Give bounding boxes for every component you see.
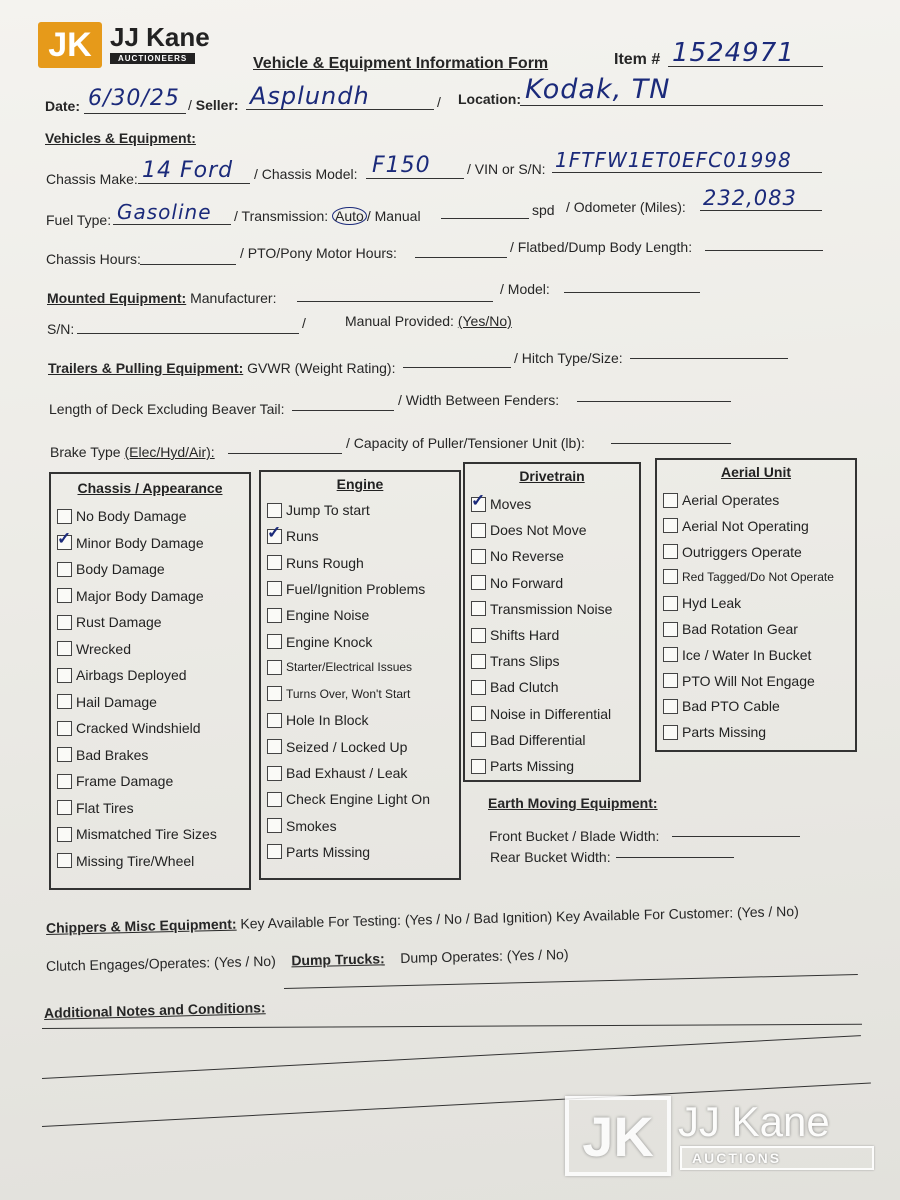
aerial-checklist-item[interactable] [663,544,802,560]
gvwr-label: GVWR (Weight Rating): [247,360,396,376]
date-line [84,113,186,114]
chassis-checklist-label: Mismatched Tire Sizes [76,826,217,842]
drivetrain-checklist-label: No Forward [490,574,564,591]
drivetrain-checkbox[interactable] [471,549,486,564]
aerial-checklist-label: PTO Will Not Engage [682,672,815,689]
logo-tagline: AUCTIONEERS [110,53,195,64]
sn-slash: / [302,315,306,331]
engine-checklist-item[interactable] [267,607,369,623]
drivetrain-checklist-label: Transmission Noise [490,600,613,617]
manual-provided-label: Manual Provided: [345,313,454,329]
form-title: Vehicle & Equipment Information Form [253,55,549,72]
manual-provided-options[interactable]: (Yes/No) [457,313,512,329]
chassis-checklist-item[interactable] [57,747,148,763]
chassis-checklist-item[interactable] [57,667,187,683]
clutch-text: Clutch Engages/Operates: (Yes / No) [45,952,276,974]
dump-trucks-heading: Dump Trucks: [291,950,385,969]
aerial-checklist-item[interactable] [663,673,815,689]
brake-options: (Elec/Hyd/Air): [124,444,215,460]
drivetrain-checklist-label: Bad Differential [490,731,586,748]
drivetrain-checklist-label: Moves [490,496,532,512]
drivetrain-checkbox[interactable] [471,601,486,616]
engine-checklist-label: Seized / Locked Up [286,738,408,755]
engine-checklist-label: Parts Missing [286,843,371,860]
drivetrain-checkbox[interactable] [471,497,486,512]
engine-checkbox[interactable] [267,608,282,623]
vin-value[interactable]: 1FTFW1ET0EFC01998 [555,148,792,172]
chassis-checklist-label: Airbags Deployed [76,667,187,683]
aerial-unit-box [655,458,857,752]
chassis-checkbox[interactable] [57,747,72,762]
drivetrain-checkbox[interactable] [471,575,486,590]
vin-line [552,172,822,173]
chassis-checkbox[interactable] [57,827,72,842]
aerial-checkbox[interactable] [663,622,678,637]
drivetrain-checkbox[interactable] [471,654,486,669]
chassis-checklist-item[interactable] [57,535,204,551]
chassis-hours-label: Chassis Hours: [46,251,141,267]
drivetrain-checklist-item[interactable] [471,601,612,617]
chassis-checklist-item[interactable] [57,588,204,604]
drivetrain-checklist-label: No Reverse [490,548,564,565]
deck-label: Length of Deck Excluding Beaver Tail: [49,401,285,417]
trailers-heading: Trailers & Pulling Equipment: [48,360,244,376]
rear-bucket-line [616,857,734,858]
aerial-checklist-item[interactable] [663,724,766,740]
chassis-checklist-label: Body Damage [76,561,165,577]
drivetrain-checkbox[interactable] [471,680,486,695]
key-customer-text: Key Available For Customer: (Yes / No) [555,902,799,925]
chassis-appearance-title: Chassis / Appearance [77,480,223,496]
drivetrain-checkbox[interactable] [471,706,486,721]
engine-checklist-item[interactable] [267,660,412,675]
notes-line-1 [284,974,858,989]
date-label: Date: [45,98,81,114]
chassis-model-line [366,178,464,179]
drivetrain-checklist-item[interactable] [471,653,560,669]
watermark-logo-mark: JK [565,1096,671,1176]
seller-slash: / [437,94,441,110]
chassis-checklist-label: Hail Damage [76,693,157,710]
hitch-line [630,358,788,359]
aerial-checklist-label: Parts Missing [682,724,767,741]
engine-checklist-label: Runs [286,528,319,545]
engine-checklist-label: Smokes [286,817,337,834]
aerial-checklist-item[interactable] [663,518,809,534]
aerial-checklist-label: Bad PTO Cable [682,698,780,715]
engine-checklist-item[interactable] [267,791,430,807]
chassis-checklist-label: Cracked Windshield [76,720,201,736]
model-line [564,292,700,293]
engine-checklist-label: Engine Knock [286,633,373,650]
item-underline [668,66,823,67]
engine-checklist-item[interactable] [267,581,425,597]
chassis-checklist-item[interactable] [57,561,165,577]
engine-checklist-item[interactable] [267,555,364,571]
chassis-checklist-item[interactable] [57,641,131,657]
engine-checkbox[interactable] [267,844,282,859]
chassis-checkbox[interactable] [57,668,72,683]
drivetrain-checklist-item[interactable] [471,548,564,564]
chassis-checklist-item[interactable] [57,853,194,869]
chassis-checklist-label: Bad Brakes [76,746,149,763]
aerial-checkbox[interactable] [663,569,678,584]
chassis-checkbox[interactable] [57,509,72,524]
engine-checkbox[interactable] [267,792,282,807]
chassis-make-value[interactable]: 14 Ford [142,158,234,183]
aerial-checkbox[interactable] [663,596,678,611]
sn-line [77,333,299,334]
brake-line [228,453,342,454]
aerial-checkbox[interactable] [663,518,678,533]
engine-checkbox[interactable] [267,766,282,781]
chassis-checklist-label: Wrecked [76,640,131,657]
drivetrain-checklist-item[interactable] [471,575,563,591]
engine-checkbox[interactable] [267,713,282,728]
transmission-label: Transmission: [241,208,329,224]
drivetrain-checkbox[interactable] [471,759,486,774]
chassis-model-value[interactable]: F150 [372,153,431,178]
drivetrain-checklist-item[interactable] [471,627,559,643]
chassis-checkbox[interactable] [57,535,72,550]
drivetrain-checklist-item[interactable] [471,679,558,695]
chassis-checklist-label: Flat Tires [76,799,134,816]
chassis-checkbox[interactable] [57,641,72,656]
aerial-checklist-label: Hyd Leak [682,595,742,612]
engine-box [259,470,461,880]
chassis-checklist-label: Major Body Damage [76,587,204,604]
drivetrain-checkbox[interactable] [471,628,486,643]
drivetrain-checklist-item[interactable] [471,732,585,748]
drivetrain-title: Drivetrain [519,468,585,484]
chassis-hours-line [140,264,236,265]
chassis-checklist-item[interactable] [57,614,162,630]
chassis-checklist-item[interactable] [57,826,217,842]
drivetrain-checklist-label: Shifts Hard [490,627,560,643]
flatbed-label: Flatbed/Dump Body Length: [517,239,693,255]
engine-checklist-item[interactable] [267,712,368,728]
engine-checkbox[interactable] [267,634,282,649]
drivetrain-checklist-label: Noise in Differential [490,705,612,722]
engine-checklist-item[interactable] [267,502,370,518]
front-bucket-line [672,836,800,837]
mounted-heading: Mounted Equipment: [47,290,187,306]
drivetrain-box [463,462,641,782]
drivetrain-checklist-label: Bad Clutch [490,679,559,696]
engine-checklist-item[interactable] [267,739,407,755]
location-line [520,105,823,106]
aerial-checklist-label: Bad Rotation Gear [682,621,798,637]
aerial-checkbox[interactable] [663,647,678,662]
chassis-checklist-item[interactable] [57,694,157,710]
logo-name: JJ Kane [110,22,210,52]
date-value[interactable]: 6/30/25 [88,86,180,111]
manufacturer-line [297,301,493,302]
engine-checklist-item[interactable] [267,765,407,781]
fuel-line [113,224,231,225]
aerial-checklist-label: Outriggers Operate [682,543,802,560]
capacity-line [611,443,731,444]
item-number[interactable]: 1524971 [672,38,795,68]
chassis-checklist-label: Minor Body Damage [76,534,204,551]
chassis-checkbox[interactable] [57,721,72,736]
drivetrain-checklist-label: Parts Missing [490,758,575,774]
chassis-checklist-label: Rust Damage [76,614,162,630]
vin-label: VIN or S/N: [474,161,546,177]
fender-width-label: Width Between Fenders: [405,392,560,408]
engine-checkbox[interactable] [267,555,282,570]
chassis-checklist-label: Missing Tire/Wheel [76,852,195,869]
engine-checkbox[interactable] [267,503,282,518]
chassis-checkbox[interactable] [57,774,72,789]
chassis-checklist-item[interactable] [57,773,173,789]
aerial-checklist-label: Aerial Not Operating [682,517,809,534]
seller-label: Seller: [195,97,239,113]
item-label: Item # [614,51,661,68]
chassis-checklist-label: Frame Damage [76,773,174,789]
drivetrain-checklist-item[interactable] [471,522,586,538]
drivetrain-checkbox[interactable] [471,523,486,538]
notes-line-2 [42,1024,862,1029]
chassis-checkbox[interactable] [57,694,72,709]
form-paper: JK JJ Kane AUCTIONEERS Vehicle & Equipment Information Form Item # 1524971 Date: 6/30/25 / Seller: Asplundh / Location: Kodak, TN Vehicles & Equipment: Chassis Make: 14 Ford / Chassis Model: F150 / VIN or S/N: 1FTFW1ET0EFC01998 Fuel Type: Gasoline / Transmission: Auto / Manual spd / Odometer (Miles): 232,083 Chassis Hours: / PTO/Pony Motor Hours: / Flatbed/Dump Body Length: Mounted Equipment: Manufacturer: / Model: S/N: / Manual Provided: (Yes/No) Trailers & Pulling Equipment: GVWR (Weight Rating): / Hitch Type/Size: Length of Deck Excluding Beaver Tail: / Width Between Fenders: Brake Type (Elec/Hyd/Air): / Capacity of Puller/Tensioner Unit (lb): Chassis / Appearance No Body Damage ✓ Minor Body Damage Body Damage Major Body Damage Rust Damage Wrecked Airbags Deployed Hail Damage Cracked Windshield Bad Brakes Frame Damage Flat Tires Mismatched Tire Sizes Missing Tire/Wheel Engine Jump To start ✓ Runs Runs Rough Fuel/Ignition Problems Engine Noise Engine Knock Starter/Electrical Issues Turns Over, Won't Start Hole In Block Seized / Locked Up Bad Exhaust / Leak Check Engine Light On Smokes Parts Missing Drivetrain ✓ Moves Does Not Move No Reverse No Forward Transmission Noise Shifts Hard Trans Slips Bad Clutch Noise in Differential Bad Differential Parts Missing Aerial Unit Aerial Operates Aerial Not Operating Outriggers Operate Red Tagged/Do Not Operate Hyd Leak Bad Rotation Gear Ice / Water In Bucket PTO Will Not Engage Bad PTO Cable Parts Missing Earth Moving Equipment: Front Bucket / Blade Width: Rear Bucket Width: Chippers & Misc Equipment: Key Available For Testing: (Yes / No / Bad Ignition) Key Available For Customer: (Yes / No) Clutch Engages/Operates: (Yes / No) Dump Trucks: Dump Operates: (Yes / No) Additional Notes and Conditions: JK JJ Kane AUCTIONS [0,0,900,1200]
vehicles-heading: Vehicles & Equipment: [45,130,196,146]
deck-line [292,410,394,411]
seller-value[interactable]: Asplundh [250,82,370,110]
pto-hours-line [415,257,507,258]
drivetrain-checklist-item[interactable] [471,758,574,774]
chassis-checklist-item[interactable] [57,508,187,524]
drivetrain-checkbox[interactable] [471,732,486,747]
engine-checkbox[interactable] [267,581,282,596]
engine-checklist-label: Hole In Block [286,712,369,729]
gvwr-line [403,367,511,368]
engine-checklist-label: Engine Noise [286,607,370,624]
seller-line [246,109,434,110]
drivetrain-checklist-item[interactable] [471,706,611,722]
aerial-checkbox[interactable] [663,544,678,559]
jjkane-logo-mark: JK [38,22,102,68]
aerial-checkbox[interactable] [663,493,678,508]
odometer-line [700,210,822,211]
watermark-tagline: AUCTIONS [680,1146,874,1170]
aerial-checklist-label: Ice / Water In Bucket [682,646,812,663]
aerial-checklist-label: Red Tagged/Do Not Operate [682,569,834,584]
engine-checklist-item[interactable] [267,844,370,860]
location-label: Location: [458,91,521,107]
engine-checkbox[interactable] [267,660,282,675]
notes-line-3 [42,1035,861,1079]
flatbed-line [705,250,823,251]
transmission-auto-circled[interactable]: Auto [332,207,367,225]
engine-checklist-item[interactable] [267,528,319,544]
aerial-checklist-item[interactable] [663,647,811,663]
spd-line [441,218,529,219]
watermark-name: JJ Kane [678,1098,830,1145]
fuel-label: Fuel Type: [46,212,112,228]
brake-label: Brake Type [50,444,121,460]
hitch-label: Hitch Type/Size: [521,350,623,366]
drivetrain-checklist-item[interactable] [471,496,531,512]
aerial-checkbox[interactable] [663,725,678,740]
fuel-value[interactable]: Gasoline [117,200,212,224]
engine-checkbox[interactable] [267,818,282,833]
aerial-checkbox[interactable] [663,673,678,688]
aerial-unit-title: Aerial Unit [720,464,791,480]
engine-checklist-label: Starter/Electrical Issues [286,660,413,675]
chassis-model-label: Chassis Model: [261,166,358,182]
key-testing-text: Key Available For Testing: (Yes / No / Bad Ignition) [240,908,553,932]
drivetrain-checklist-label: Does Not Move [490,522,587,539]
odometer-label: Odometer (Miles): [573,199,686,215]
aerial-checklist-item[interactable] [663,492,779,508]
engine-checkbox[interactable] [267,686,282,701]
chassis-checkbox[interactable] [57,562,72,577]
transmission-manual[interactable]: Manual [374,208,421,224]
chassis-checkbox[interactable] [57,615,72,630]
chassis-checkbox[interactable] [57,588,72,603]
chippers-heading: Chippers & Misc Equipment: [45,915,237,936]
engine-checklist-label: Turns Over, Won't Start [286,686,411,701]
dump-operates-text: Dump Operates: (Yes / No) [400,946,569,966]
location-value[interactable]: Kodak, TN [525,74,671,105]
chassis-checkbox[interactable] [57,800,72,815]
chassis-make-label: Chassis Make: [46,171,138,187]
pto-hours-label: PTO/Pony Motor Hours: [247,245,397,261]
engine-checklist-label: Jump To start [286,502,370,518]
chassis-appearance-box [49,472,251,890]
chassis-checklist-item[interactable] [57,800,134,816]
earth-moving-heading: Earth Moving Equipment: [488,795,658,811]
engine-checklist-label: Bad Exhaust / Leak [286,765,408,781]
chassis-checklist-label: No Body Damage [76,508,187,524]
aerial-checklist-item[interactable] [663,698,780,714]
aerial-checkbox[interactable] [663,699,678,714]
engine-checklist-label: Runs Rough [286,554,364,571]
engine-checkbox[interactable] [267,739,282,754]
front-bucket-label: Front Bucket / Blade Width: [489,828,660,844]
manufacturer-label: Manufacturer: [190,290,277,306]
aerial-checklist-item[interactable] [663,569,834,584]
sn-label: S/N: [47,321,75,337]
engine-checklist-label: Check Engine Light On [286,791,430,808]
aerial-checklist-item[interactable] [663,595,741,611]
chassis-checklist-item[interactable] [57,720,201,736]
engine-title: Engine [336,476,384,492]
engine-checkbox[interactable] [267,529,282,544]
chassis-checkbox[interactable] [57,853,72,868]
chassis-make-line [138,183,250,184]
aerial-checklist-item[interactable] [663,621,798,637]
model-label: Model: [507,281,550,297]
odometer-value[interactable]: 232,083 [703,186,797,210]
capacity-label: Capacity of Puller/Tensioner Unit (lb): [353,435,585,451]
fender-width-line [577,401,731,402]
notes-heading: Additional Notes and Conditions: [43,999,266,1021]
drivetrain-checklist-label: Trans Slips [490,653,560,670]
aerial-checklist-label: Aerial Operates [682,492,780,508]
engine-checklist-label: Fuel/Ignition Problems [286,580,426,597]
engine-checklist-item[interactable] [267,634,372,650]
engine-checklist-item[interactable] [267,686,410,701]
engine-checklist-item[interactable] [267,818,337,834]
spd-label: spd [532,202,555,218]
rear-bucket-label: Rear Bucket Width: [490,849,611,865]
